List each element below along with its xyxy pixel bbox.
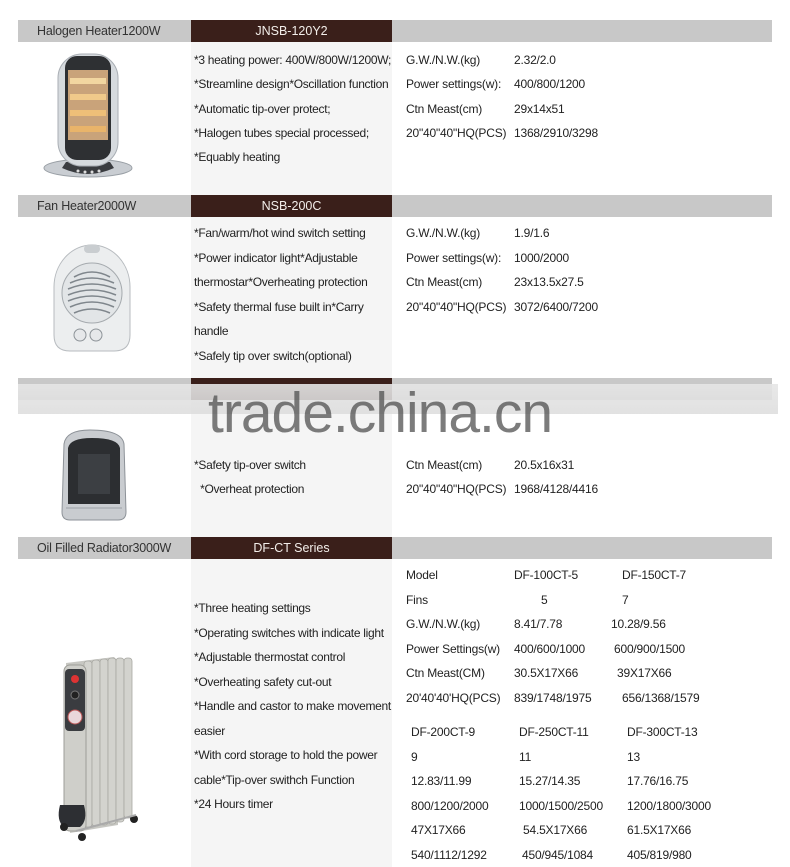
spec-value: 9 <box>411 750 418 764</box>
spec-value: DF-150CT-7 <box>622 568 687 582</box>
spec-label: Ctn Meast(cm) <box>406 458 483 472</box>
spec-value: 11 <box>519 750 532 764</box>
feature-text: *Three heating settings <box>194 601 311 615</box>
spec-value: 2.32/2.0 <box>514 53 556 67</box>
halogen-heater-image <box>18 42 191 192</box>
spec-label: G.W./N.W.(kg) <box>406 53 481 67</box>
spec-label: G.W./N.W.(kg) <box>406 617 481 631</box>
feature-text: *Streamline design*Oscillation function <box>194 77 389 91</box>
spec-label: 20"40"40"HQ(PCS) <box>406 482 507 496</box>
spec-value: 61.5X17X66 <box>627 823 692 837</box>
spec-value: 54.5X17X66 <box>523 823 588 837</box>
spec-value: 1968/4128/4416 <box>514 482 598 496</box>
spec-value: 39X17X66 <box>617 666 672 680</box>
category-label: Halogen Heater1200W <box>37 24 161 38</box>
feature-text: *Automatic tip-over protect; <box>194 102 331 116</box>
spec-value: DF-200CT-9 <box>411 725 476 739</box>
spec-label: Ctn Meast(cm) <box>406 275 483 289</box>
spec-value: 1000/1500/2500 <box>519 799 603 813</box>
spec-label: G.W./N.W.(kg) <box>406 226 481 240</box>
spec-label: Ctn Meast(cm) <box>406 102 483 116</box>
model-label: JNSB-120Y2 <box>191 20 392 42</box>
specs-cell <box>392 217 772 378</box>
oil-radiator-image <box>18 559 191 867</box>
product-image-cell <box>18 42 191 195</box>
feature-text: *Overheating safety cut-out <box>194 675 332 689</box>
spec-value: 1.9/1.6 <box>514 226 550 240</box>
feature-text: *Handle and castor to make movement <box>194 699 391 713</box>
features-cell <box>191 42 392 195</box>
spec-value: 12.83/11.99 <box>411 774 472 788</box>
feature-text: *3 heating power: 400W/800W/1200W; <box>194 53 392 67</box>
feature-text: *Halogen tubes special processed; <box>194 126 369 140</box>
product-section-oil-radiator <box>0 537 790 867</box>
product-image-cell <box>18 400 191 537</box>
feature-text: *Adjustable thermostat control <box>194 650 346 664</box>
spec-value: 1368/2910/3298 <box>514 126 598 140</box>
spec-label: Power settings(w): <box>406 251 502 265</box>
spec-value: 29x14x51 <box>514 102 565 116</box>
feature-text: *Safety tip-over switch <box>194 458 306 472</box>
feature-text: *With cord storage to hold the power <box>194 748 378 762</box>
fan-heater-image <box>18 217 191 367</box>
spec-value: DF-300CT-13 <box>627 725 698 739</box>
product-section-halogen <box>0 0 790 195</box>
feature-text: easier <box>194 724 225 738</box>
spec-value: 23x13.5x27.5 <box>514 275 584 289</box>
category-band <box>18 537 772 559</box>
features-cell <box>191 217 392 378</box>
spec-value: 839/1748/1975 <box>514 691 592 705</box>
feature-text: *Safely tip over switch(optional) <box>194 349 352 363</box>
spec-value: 10.28/9.56 <box>611 617 666 631</box>
spec-value: 30.5X17X66 <box>514 666 579 680</box>
spec-value: 540/1112/1292 <box>411 848 487 862</box>
spec-label: Model <box>406 568 438 582</box>
specs-cell <box>392 42 772 195</box>
feature-text: *Operating switches with indicate light <box>194 626 384 640</box>
feature-text: *Fan/warm/hot wind switch setting <box>194 226 366 240</box>
spec-value: 15.27/14.35 <box>519 774 581 788</box>
spec-label: Fins <box>406 593 428 607</box>
spec-value: 13 <box>627 750 640 764</box>
spec-value: 8.41/7.78 <box>514 617 563 631</box>
spec-value: 600/900/1500 <box>614 642 686 656</box>
spec-label: 20'40'40'HQ(PCS) <box>406 691 501 705</box>
features-cell <box>191 559 392 867</box>
specs-cell <box>392 559 772 867</box>
feature-text: *Overheat protection <box>194 482 305 496</box>
spec-value: 1200/1800/3000 <box>627 799 711 813</box>
spec-value: 656/1368/1579 <box>622 691 700 705</box>
spec-value: 400/800/1200 <box>514 77 586 91</box>
feature-text: thermostar*Overheating protection <box>194 275 368 289</box>
category-band <box>18 20 772 42</box>
feature-text: *Power indicator light*Adjustable <box>194 251 358 265</box>
category-band <box>18 195 772 217</box>
spec-value: 1000/2000 <box>514 251 569 265</box>
category-label: Fan Heater2000W <box>37 199 137 213</box>
spec-value: 17.76/16.75 <box>627 774 689 788</box>
spec-value: 20.5x16x31 <box>514 458 575 472</box>
product-section-fan-heater <box>0 195 790 378</box>
spec-label: Power settings(w): <box>406 77 502 91</box>
spec-label: 20"40"40"HQ(PCS) <box>406 300 507 314</box>
spec-label: 20"40"40"HQ(PCS) <box>406 126 507 140</box>
category-label: Oil Filled Radiator3000W <box>37 541 172 555</box>
feature-text: cable*Tip-over swithch Function <box>194 773 355 787</box>
spec-value: 7 <box>622 593 629 607</box>
spec-value: DF-100CT-5 <box>514 568 579 582</box>
ceramic-heater-image <box>18 400 191 537</box>
spec-label: Power Settings(w) <box>406 642 500 656</box>
spec-value: 5 <box>541 593 548 607</box>
spec-value: 3072/6400/7200 <box>514 300 598 314</box>
feature-text: *24 Hours timer <box>194 797 273 811</box>
feature-text: *Safety thermal fuse built in*Carry <box>194 300 364 314</box>
spec-value: 800/1200/2000 <box>411 799 489 813</box>
model-label: DF-CT Series <box>191 537 392 559</box>
spec-value: 400/600/1000 <box>514 642 586 656</box>
product-image-cell <box>18 559 191 867</box>
spec-value: 450/945/1084 <box>522 848 594 862</box>
spec-label: Ctn Meast(CM) <box>406 666 485 680</box>
model-label: NSB-200C <box>191 195 392 217</box>
feature-text: *Equably heating <box>194 150 280 164</box>
product-image-cell <box>18 217 191 378</box>
spec-value: 405/819/980 <box>627 848 692 862</box>
spec-value: DF-250CT-11 <box>519 725 589 739</box>
watermark-text: trade.china.cn <box>208 381 553 445</box>
spec-value: 47X17X66 <box>411 823 466 837</box>
feature-text: handle <box>194 324 229 338</box>
